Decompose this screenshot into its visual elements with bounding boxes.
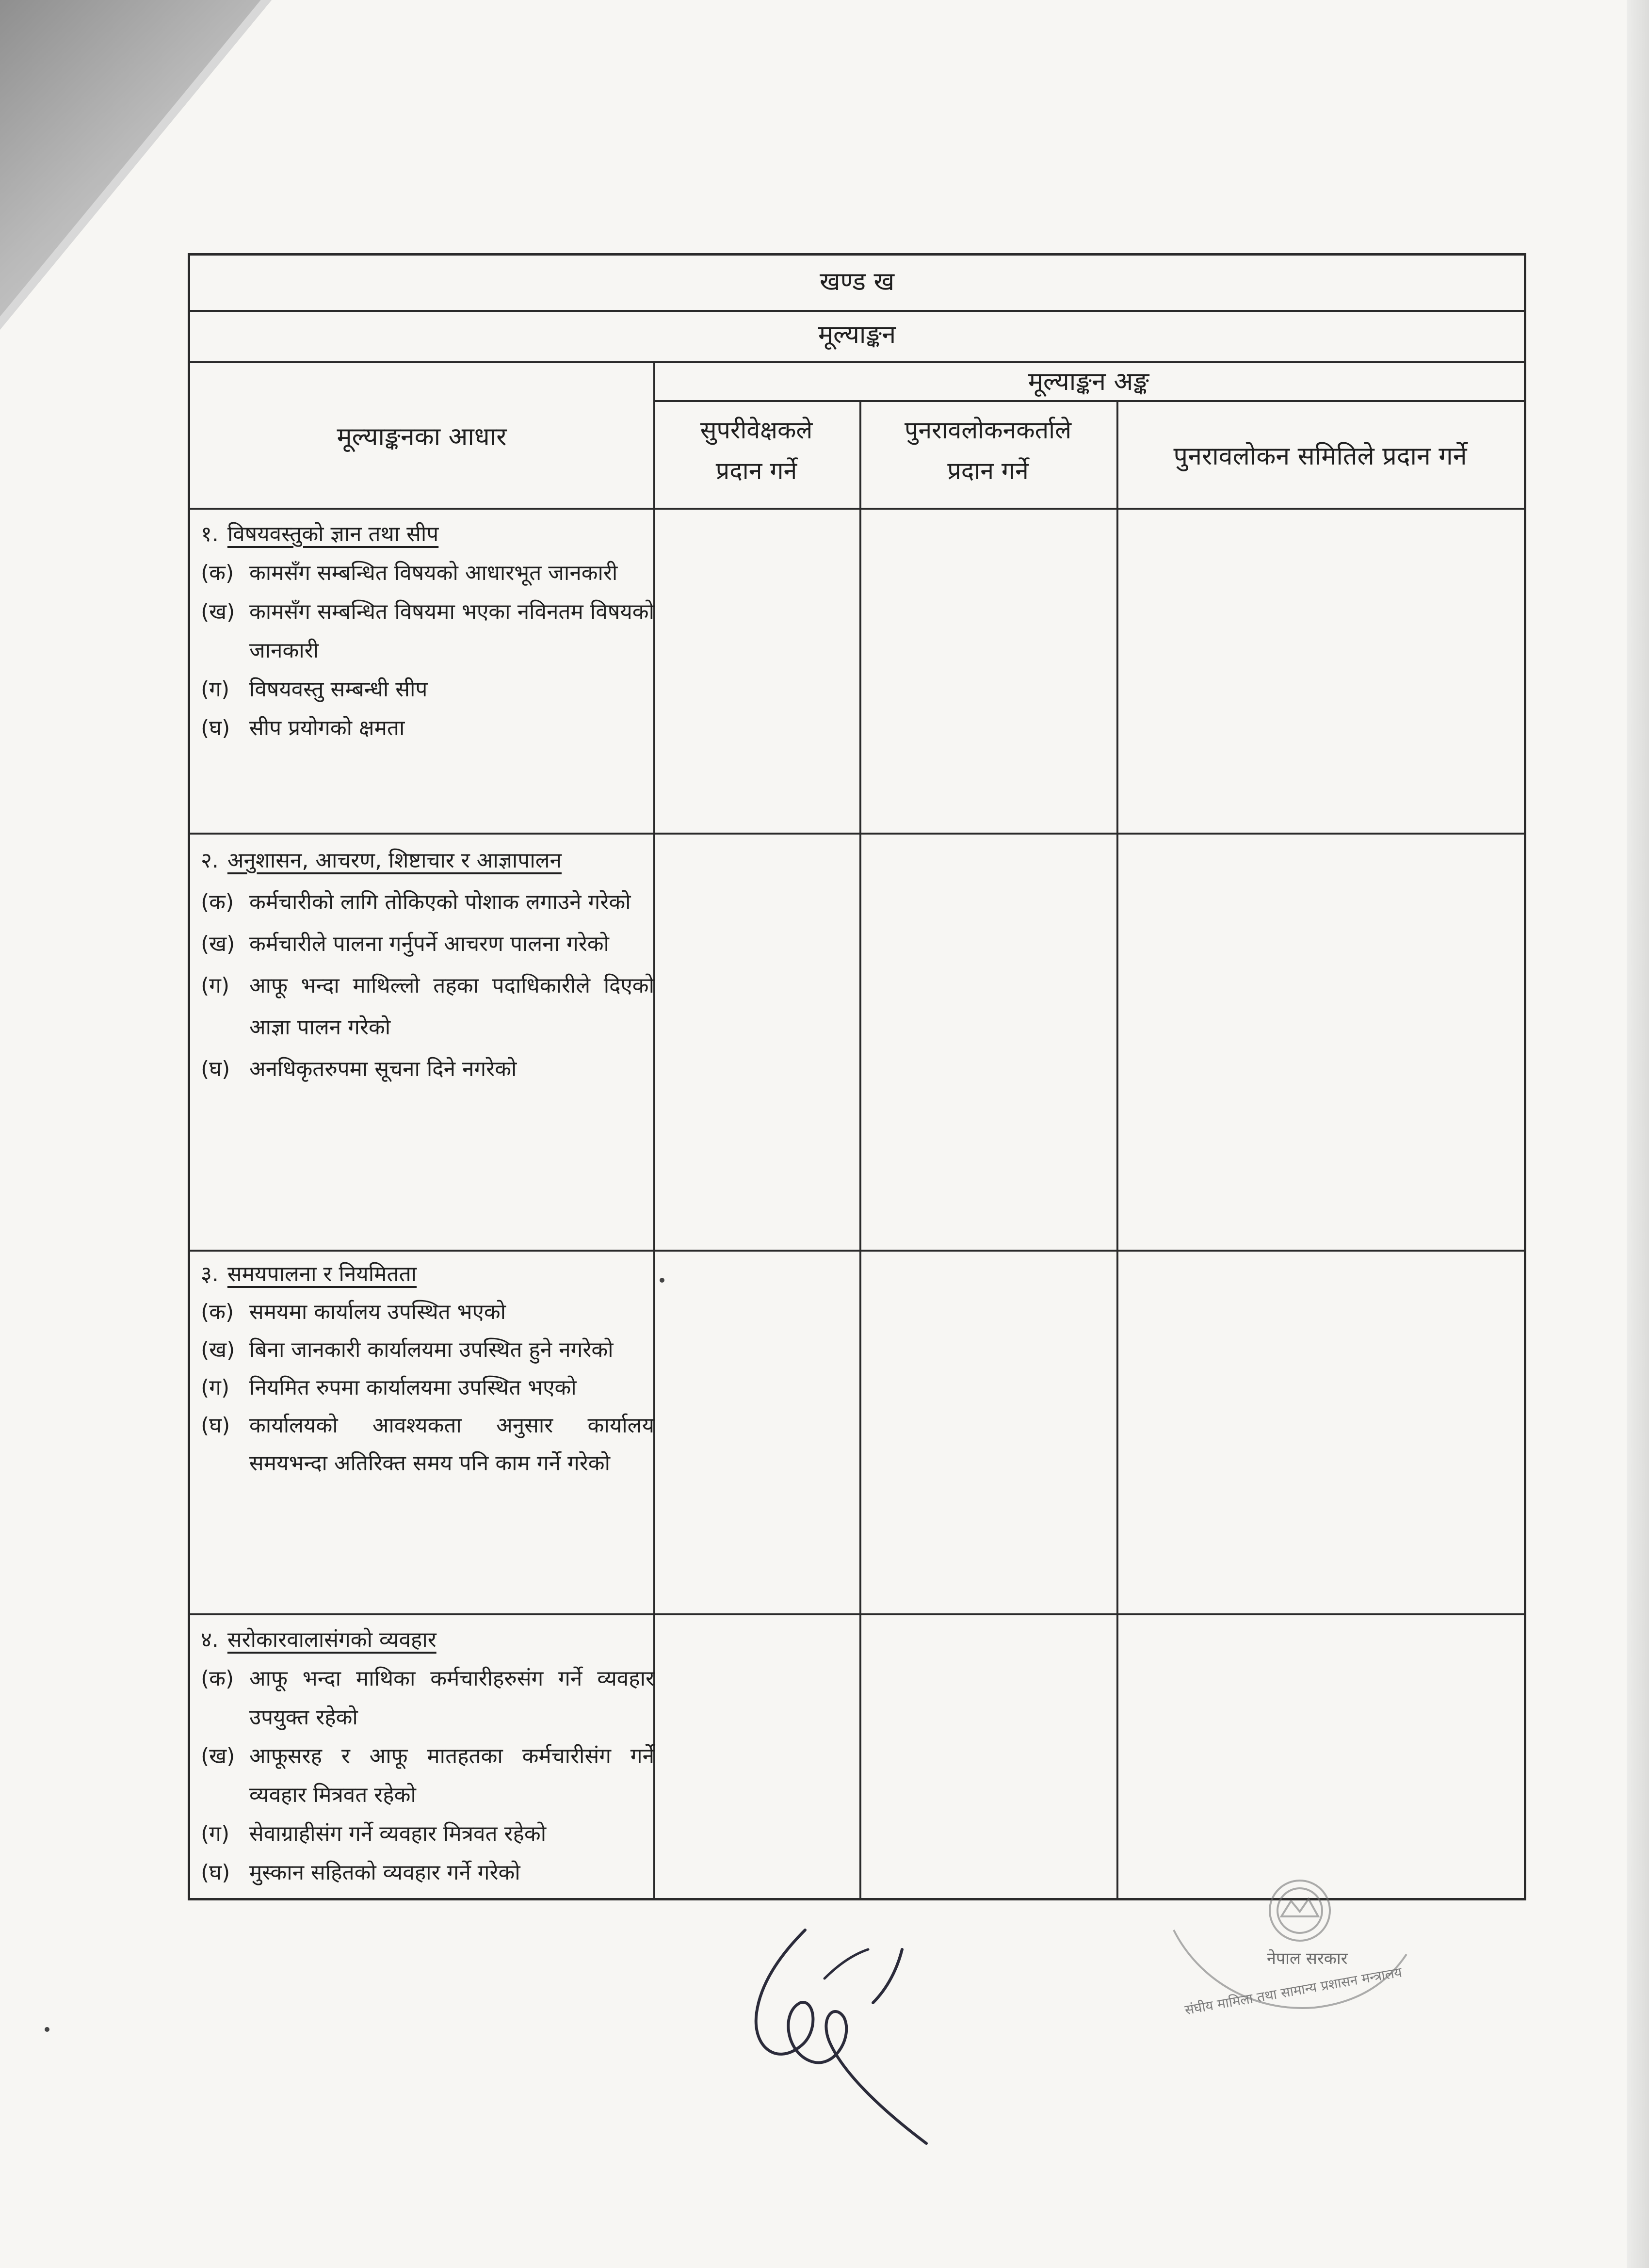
list-item [201, 1048, 826, 1090]
header-reviewer-line1: पुनरावलोकनकर्ताले [904, 416, 1072, 444]
criterion-number: ३. [201, 1262, 219, 1287]
header-committee: पुनरावलोकन समितिले प्रदान गर्ने [1173, 442, 1467, 471]
row-divider [190, 1250, 1524, 1252]
list-item [201, 670, 826, 709]
list-item [201, 554, 654, 593]
item-marker: (घ) [201, 1413, 230, 1438]
official-seal [1154, 1872, 1426, 2075]
item-marker: (क) [201, 890, 234, 915]
item-marker: (क) [201, 1300, 234, 1324]
list-item [201, 1369, 654, 1407]
evaluation-form [188, 253, 1526, 1900]
criterion-number: १. [201, 522, 219, 547]
item-text: सीप प्रयोगको क्षमता [249, 716, 405, 740]
ink-speck [45, 2027, 49, 2032]
column-divider [859, 401, 861, 1898]
item-text: सेवाग्राहीसंग गर्ने व्यवहार मित्रवत रहेको [249, 1821, 547, 1846]
seal-text-line2: संघीय मामिला तथा सामान्य प्रशासन मन्त्रालय [1183, 1964, 1404, 2018]
item-text: समयमा कार्यालय उपस्थित भएको [249, 1300, 506, 1324]
item-text: कामसँग सम्बन्धित विषयमा भएका नविनतम विषयको जानकारी [249, 599, 654, 663]
list-item [201, 965, 654, 1048]
item-marker: (घ) [201, 716, 230, 740]
item-text: विषयवस्तु सम्बन्धी सीप [249, 677, 428, 702]
item-text: कर्मचारीले पालना गर्नुपर्ने आचरण पालना गरेको [249, 932, 609, 956]
list-item [201, 1815, 826, 1853]
list-item [201, 593, 654, 670]
list-item [201, 1407, 654, 1482]
item-marker: (ग) [201, 973, 230, 998]
criterion-2 [201, 840, 826, 1090]
criterion-3 [201, 1255, 826, 1482]
section-title: खण्ड ख [190, 256, 1524, 312]
criterion-title: सरोकारवालासंगको व्यवहार [227, 1627, 436, 1652]
item-text: कर्मचारीको लागि तोकिएको पोशाक लगाउने गरेको [249, 890, 631, 915]
item-text: आफू भन्दा माथिका कर्मचारीहरुसंग गर्ने व्यवहार उपयुक्त रहेको [249, 1666, 654, 1730]
page-edge [1627, 0, 1649, 2268]
item-marker: (क) [201, 1666, 234, 1691]
item-marker: (ग) [201, 677, 230, 702]
list-item [201, 1293, 826, 1331]
criterion-title: समयपालना र नियमितता [227, 1262, 417, 1287]
criterion-number: २. [201, 848, 219, 873]
item-marker: (ग) [201, 1375, 230, 1400]
ink-speck [660, 1278, 664, 1283]
item-text: कार्यालयको आवश्यकता अनुसार कार्यालय समयभन्दा अतिरिक्त समय पनि काम गर्ने गरेको [249, 1413, 654, 1476]
header-score-group: मूल्याङ्कन अङ्क [1028, 367, 1149, 396]
header-basis: मूल्याङ्कनका आधार [337, 422, 507, 451]
header-supervisor [653, 410, 859, 491]
criterion-title: विषयवस्तुको ज्ञान तथा सीप [227, 522, 439, 547]
header-supervisor-line1: सुपरीवेक्षकले [700, 416, 813, 444]
list-item [201, 1853, 826, 1892]
header-reviewer [859, 410, 1116, 491]
row-divider [190, 833, 1524, 835]
item-marker: (ख) [201, 1337, 235, 1362]
seal-text-line1: नेपाल सरकार [1267, 1949, 1348, 1968]
item-marker: (घ) [201, 1860, 230, 1885]
signature [742, 1920, 951, 2148]
item-marker: (ख) [201, 1744, 235, 1769]
list-item [201, 709, 826, 748]
item-text: अनधिकृतरुपमा सूचना दिने नगरेको [249, 1057, 517, 1081]
item-text: आफूसरह र आफू मातहतका कर्मचारीसंग गर्ने व्यवहार मित्रवत रहेको [249, 1744, 654, 1807]
header-reviewer-line2: प्रदान गर्ने [947, 457, 1029, 485]
row-divider [190, 1613, 1524, 1615]
row-divider [653, 400, 1524, 402]
criterion-number: ४. [201, 1627, 219, 1652]
item-marker: (ग) [201, 1821, 230, 1846]
list-item [201, 923, 654, 965]
item-text: आफू भन्दा माथिल्लो तहका पदाधिकारीले दिएको आज्ञा पालन गरेको [249, 973, 654, 1040]
criterion-1 [201, 515, 826, 748]
list-item [201, 882, 654, 923]
criterion-4 [201, 1621, 826, 1892]
list-item [201, 1659, 654, 1737]
list-item [201, 1737, 654, 1815]
item-text: बिना जानकारी कार्यालयमा उपस्थित हुने नगरेको [249, 1337, 614, 1362]
item-text: नियमित रुपमा कार्यालयमा उपस्थित भएको [249, 1375, 577, 1400]
criterion-title: अनुशासन, आचरण, शिष्टाचार र आज्ञापालन [227, 848, 562, 873]
item-marker: (क) [201, 561, 234, 585]
section-subtitle: मूल्याङ्कन [190, 310, 1524, 363]
item-marker: (ख) [201, 599, 235, 624]
column-divider [1116, 401, 1118, 1898]
item-marker: (ख) [201, 932, 235, 956]
list-item [201, 1331, 654, 1369]
item-text: कामसँग सम्बन्धित विषयको आधारभूत जानकारी [249, 561, 618, 585]
item-marker: (घ) [201, 1057, 230, 1081]
header-supervisor-line2: प्रदान गर्ने [715, 457, 797, 485]
row-divider [190, 508, 1524, 510]
item-text: मुस्कान सहितको व्यवहार गर्ने गरेको [249, 1860, 520, 1885]
